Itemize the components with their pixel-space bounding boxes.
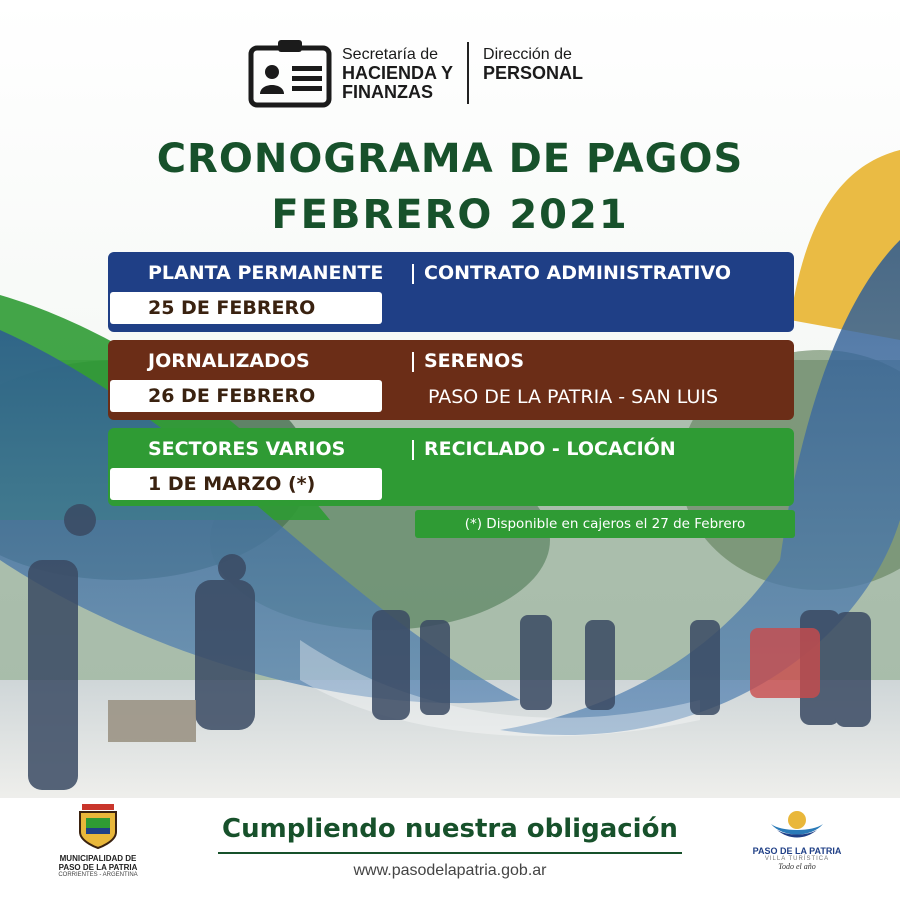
category-left: SECTORES VARIOS xyxy=(148,438,346,460)
category-left: JORNALIZADOS xyxy=(148,350,310,372)
website-link[interactable]: www.pasodelapatria.gob.ar xyxy=(353,862,547,879)
sun-wave-logo-icon xyxy=(767,808,827,842)
paso-subtitle: VILLA TURÍSTICA xyxy=(764,856,830,862)
footnote: (*) Disponible en cajeros el 27 de Febrero xyxy=(415,510,795,538)
id-card-icon xyxy=(248,38,332,108)
poster-title: CRONOGRAMA DE PAGOS xyxy=(156,136,744,182)
payment-date: 25 DE FEBRERO xyxy=(110,292,382,324)
schedule-row-jornalizados xyxy=(108,340,794,420)
header-divider xyxy=(467,42,469,104)
direccion-line2: PERSONAL xyxy=(483,63,584,83)
category-right: CONTRATO ADMINISTRATIVO xyxy=(424,262,732,284)
secretaria-label xyxy=(342,45,453,102)
header-logos xyxy=(248,38,583,108)
payment-date: 1 DE MARZO (*) xyxy=(110,468,382,500)
secretaria-line2: HACIENDA Y xyxy=(342,62,454,83)
muni-name-line2: PASO DE LA PATRIA xyxy=(58,863,138,872)
category-right: SERENOS xyxy=(424,350,525,372)
paso-de-la-patria-logo xyxy=(752,808,842,871)
muni-name-line1: MUNICIPALIDAD DE xyxy=(59,854,137,863)
category-left: PLANTA PERMANENTE xyxy=(148,262,384,284)
muni-subtitle: CORRIENTES - ARGENTINA xyxy=(58,872,138,878)
paso-tagline: Todo el año xyxy=(778,862,816,871)
schedule-row-sectores xyxy=(108,428,794,506)
schedule-row-planta xyxy=(108,252,794,332)
category-right: RECICLADO - LOCACIÓN xyxy=(424,438,676,460)
direccion-label xyxy=(483,45,583,83)
slogan: Cumpliendo nuestra obligación xyxy=(222,814,678,844)
slogan-underline xyxy=(218,852,682,854)
direccion-line1: Dirección de xyxy=(483,46,572,63)
extra-note: PASO DE LA PATRIA - SAN LUIS xyxy=(428,386,719,408)
paso-name: PASO DE LA PATRIA xyxy=(752,846,842,856)
poster-subtitle: FEBRERO 2021 xyxy=(271,192,629,238)
secretaria-line3: FINANZAS xyxy=(342,81,433,102)
payment-date: 26 DE FEBRERO xyxy=(110,380,382,412)
secretaria-line1: Secretaría de xyxy=(342,45,439,63)
